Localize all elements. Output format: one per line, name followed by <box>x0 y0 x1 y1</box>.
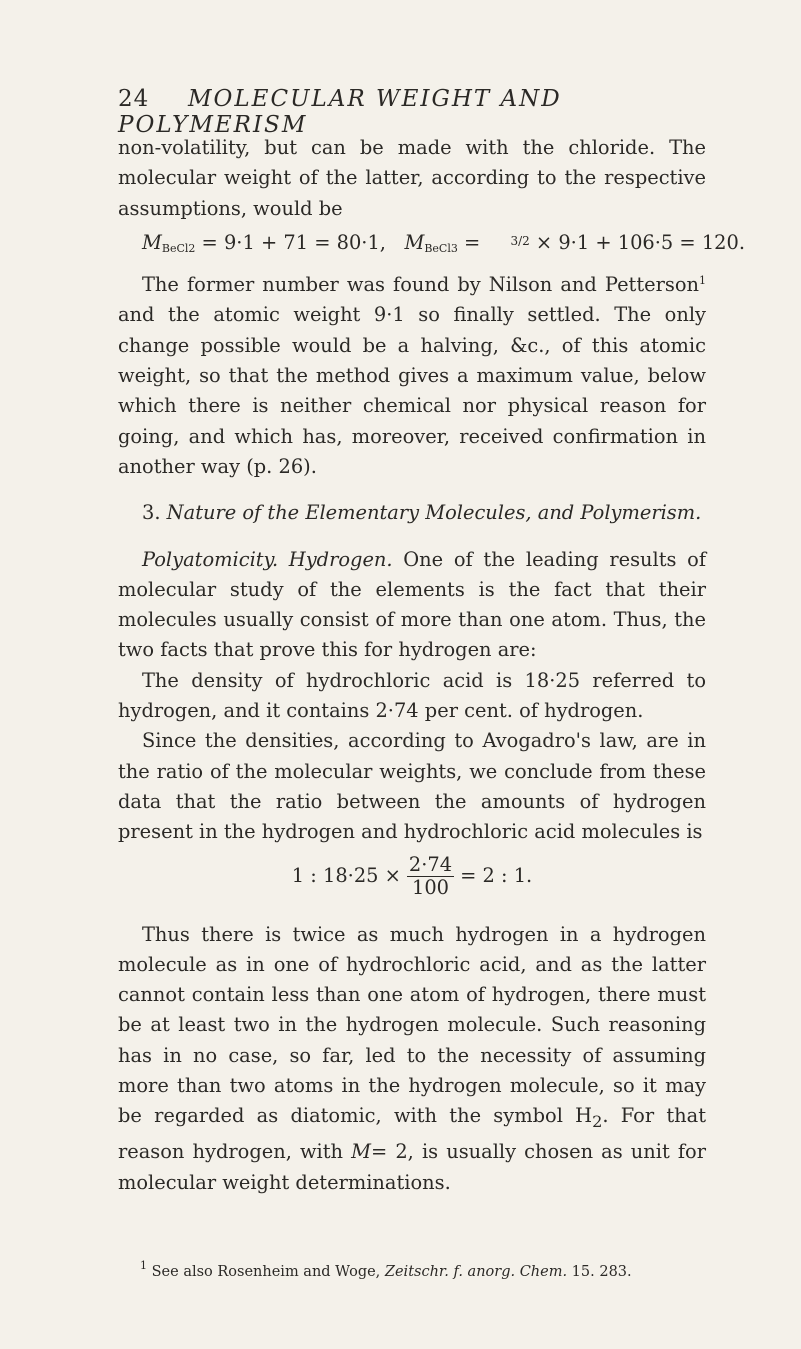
formula-m2-expr: × 9·1 + 106·5 = 120. <box>529 230 745 254</box>
page-number: 24 <box>118 86 150 112</box>
paragraph-2 <box>118 270 706 482</box>
conclusion-part-a: Thus there is twice as much hydrogen in a hydrogen molecule as in one of hydrochloric acid, and as the latter cannot contain less than one atom of hydrogen, there must be at least two in the hydrogen molecule. Such reasoning has in no case, so far, led to the necessity of assuming more than two atoms in the hydrogen molecule, so it may be regarded as diatomic, with the symbol H <box>118 922 706 1128</box>
formula-m1-sub <box>162 242 196 255</box>
footnote-text: See also Rosenheim and Woge, <box>147 1264 385 1280</box>
formula-m2-sub <box>424 242 458 255</box>
body-text <box>118 133 745 1198</box>
paragraph-2-start: The former number was found by Nilson and Petterson <box>142 273 699 297</box>
section-number: 3. <box>142 501 167 525</box>
formula-m1-expr: = 9·1 + 71 = 80·1, <box>195 230 386 254</box>
paragraph-1: non-volatility, but can be made with the chloride. The molecular weight of the latter, according to the respective assumptions, would be <box>118 136 706 220</box>
spacer <box>118 529 706 545</box>
paragraph-polyatomicity <box>118 545 706 666</box>
ratio-numerator: 2·74 <box>408 852 453 876</box>
ratio-fraction <box>407 854 454 899</box>
hydrogen-subscript: 2 <box>592 1112 603 1132</box>
formula-m1-symbol: M <box>142 230 162 254</box>
subheading-text: One of the leading results of molecular study of the elements is the fact that their molecules usually consist of more than one atom. Thus, the two facts that prove this for hydrogen are: <box>118 547 707 662</box>
formula-m2-sub-text: BeCl <box>424 241 451 255</box>
conclusion-part-c: = 2, is usually chosen as unit for molecular weight determinations. <box>118 1140 706 1194</box>
ratio-equation <box>118 854 706 912</box>
ratio-right: = 2 : 1. <box>460 863 533 887</box>
running-header <box>118 86 718 138</box>
subheading-title: Polyatomicity. Hydrogen. <box>142 547 393 571</box>
footnote-rest: 15. 283. <box>567 1264 632 1280</box>
formula-m1-sub-text: BeCl <box>161 241 189 255</box>
section-title: Nature of the Elementary Molecules, and Polymerism. <box>166 501 702 525</box>
footnote <box>140 1259 740 1282</box>
conclusion-m-symbol: M <box>351 1140 371 1164</box>
section-heading <box>118 498 706 528</box>
formula-becl <box>118 226 745 264</box>
paragraph-2-rest: and the atomic weight 9·1 so finally settled. The only change possible would be a halving, &c., of this atomic weight, so that the method gives a maximum value, below which there is neither chemical nor physical reason for going, and which has, moreover, received confirmation in another way (p. 26). <box>118 303 706 478</box>
conclusion-part-b: . For that reason hydrogen, with <box>118 1104 706 1164</box>
paragraph-density: The density of hydrochloric acid is 18·25 referred to hydrogen, and it contains 2·74 per cent. of hydrogen. <box>118 668 706 723</box>
paragraph-conclusion <box>118 920 706 1199</box>
spacer <box>118 482 706 498</box>
formula-m2-symbol: M <box>404 230 425 254</box>
formula-m2-eq: = <box>457 230 487 254</box>
formula-m2-fraction: 3/2 <box>510 233 530 248</box>
ratio-denominator: 100 <box>411 875 449 899</box>
paragraph-avogadro: Since the densities, according to Avogadro's law, are in the ratio of the molecular weights, we conclude from these data that the ratio between the amounts of hydrogen present in the hydrogen and hydrochloric acid molecules is <box>118 729 706 844</box>
formula-m2-sub-index: 3 <box>450 241 458 255</box>
running-title: MOLECULAR WEIGHT AND POLYMERISM <box>118 86 562 138</box>
footnote-citation: Zeitschr. f. anorg. Chem. <box>384 1264 568 1280</box>
formula-m1-sub-index: 2 <box>188 241 196 255</box>
footnote-ref: 1 <box>699 274 706 288</box>
ratio-left: 1 : 18·25 × <box>291 863 401 887</box>
footnote-mark: 1 <box>140 1259 147 1272</box>
